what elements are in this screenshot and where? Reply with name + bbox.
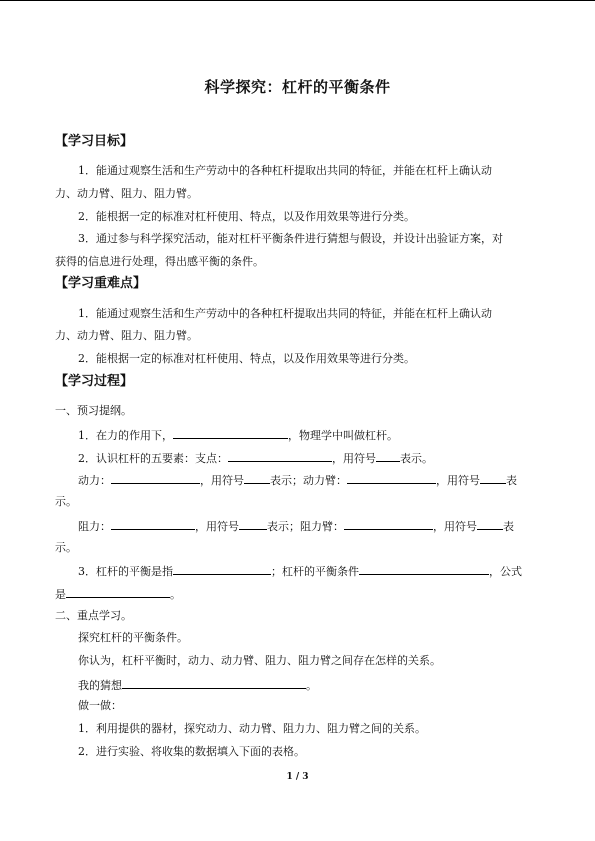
section-heading-keypoints: 【学习重难点】: [55, 276, 147, 291]
step-1: 1．利用提供的器材，探究动力、动力臂、阻力力、阻力臂之间的关系。: [78, 722, 426, 735]
section-heading-goals: 【学习目标】: [55, 134, 134, 149]
blank-resist-symbol[interactable]: [239, 518, 267, 530]
question-3-prefix: 3．杠杆的平衡是指: [78, 565, 173, 578]
goal-2: 2．能根据一定的标准对杠杆使用、特点，以及作用效果等进行分类。: [78, 210, 415, 223]
blank-guess[interactable]: [122, 677, 306, 689]
think-line: 你认为，杠杆平衡时，动力、动力臂、阻力、阻力臂之间存在怎样的关系。: [78, 654, 441, 667]
question-1-prefix: 1．在力的作用下，: [78, 429, 173, 442]
power-arm-symbol-label: ，用符号: [436, 474, 480, 487]
step-2: 2．进行实验、将收集的数据填入下面的表格。: [78, 745, 305, 758]
question-3-wrap: [55, 586, 181, 602]
question-3-suffix: ，公式: [489, 565, 522, 578]
power-arm-label: 表示；动力臂：: [270, 474, 347, 487]
guess-end: 。: [306, 679, 317, 692]
blank-formula[interactable]: [66, 586, 170, 598]
blank-balance-condition[interactable]: [359, 563, 489, 575]
blank-power[interactable]: [111, 472, 200, 484]
blank-power-symbol[interactable]: [244, 472, 270, 484]
power-line: [78, 472, 517, 488]
question-3: [78, 563, 522, 579]
blank-resist[interactable]: [111, 518, 195, 530]
question-3-wrap-prefix: 是: [55, 588, 66, 601]
question-2-suffix: 表示。: [400, 452, 433, 465]
blank-resist-arm-symbol[interactable]: [477, 518, 503, 530]
power-line-end: 表: [506, 474, 517, 487]
blank-balance-meaning[interactable]: [173, 563, 271, 575]
resist-line-end: 表: [503, 520, 514, 533]
page-title: 科学探究：杠杆的平衡条件: [204, 78, 391, 96]
keypoint-2: 2．能根据一定的标准对杠杆使用、特点，以及作用效果等进行分类。: [78, 352, 415, 365]
part2-title: 二、重点学习。: [55, 609, 132, 622]
page-top-border: [0, 0, 595, 1]
power-symbol-label: ，用符号: [200, 474, 244, 487]
resist-line: [78, 518, 514, 534]
blank-power-arm[interactable]: [347, 472, 436, 484]
question-3-wrap-suffix: 。: [170, 588, 181, 601]
goal-3-line-2: 获得的信息进行处理，得出感平衡的条件。: [55, 255, 264, 268]
goal-3-line-1: 3．通过参与科学探究活动，能对杠杆平衡条件进行猜想与假设，并设计出验证方案，对: [78, 232, 503, 245]
resist-label: 阻力：: [78, 520, 111, 533]
do-line: 做一做：: [78, 699, 122, 712]
blank-fulcrum[interactable]: [228, 450, 332, 462]
blank-lever-definition[interactable]: [173, 427, 288, 439]
part1-title: 一、预习提纲。: [55, 404, 132, 417]
page-number: 1 / 3: [286, 772, 309, 782]
explore-line: 探究杠杆的平衡条件。: [78, 631, 188, 644]
resist-arm-symbol-label: ，用符号: [433, 520, 477, 533]
power-label: 动力：: [78, 474, 111, 487]
blank-fulcrum-symbol[interactable]: [376, 450, 400, 462]
goal-1-line-1: 1．能通过观察生活和生产劳动中的各种杠杆提取出共同的特征，并能在杠杆上确认动: [78, 164, 492, 177]
keypoint-1-line-2: 力、动力臂、阻力、阻力臂。: [55, 329, 198, 342]
guess-line: [78, 677, 317, 693]
question-2-prefix: 2．认识杠杆的五要素：支点：: [78, 452, 228, 465]
question-2-mid: ，用符号: [332, 452, 376, 465]
blank-resist-arm[interactable]: [344, 518, 433, 530]
question-1: [78, 427, 398, 443]
power-line-wrap: 示。: [55, 495, 77, 508]
question-1-suffix: ，物理学中叫做杠杆。: [288, 429, 398, 442]
resist-arm-label: 表示；阻力臂：: [267, 520, 344, 533]
resist-symbol-label: ，用符号: [195, 520, 239, 533]
guess-label: 我的猜想: [78, 679, 122, 692]
blank-power-arm-symbol[interactable]: [480, 472, 506, 484]
question-3-mid: ；杠杆的平衡条件: [271, 565, 359, 578]
resist-line-wrap: 示。: [55, 541, 77, 554]
goal-1-line-2: 力、动力臂、阻力、阻力臂。: [55, 187, 198, 200]
keypoint-1-line-1: 1．能通过观察生活和生产劳动中的各种杠杆提取出共同的特征，并能在杠杆上确认动: [78, 307, 492, 320]
section-heading-process: 【学习过程】: [55, 374, 134, 389]
question-2: [78, 450, 433, 466]
